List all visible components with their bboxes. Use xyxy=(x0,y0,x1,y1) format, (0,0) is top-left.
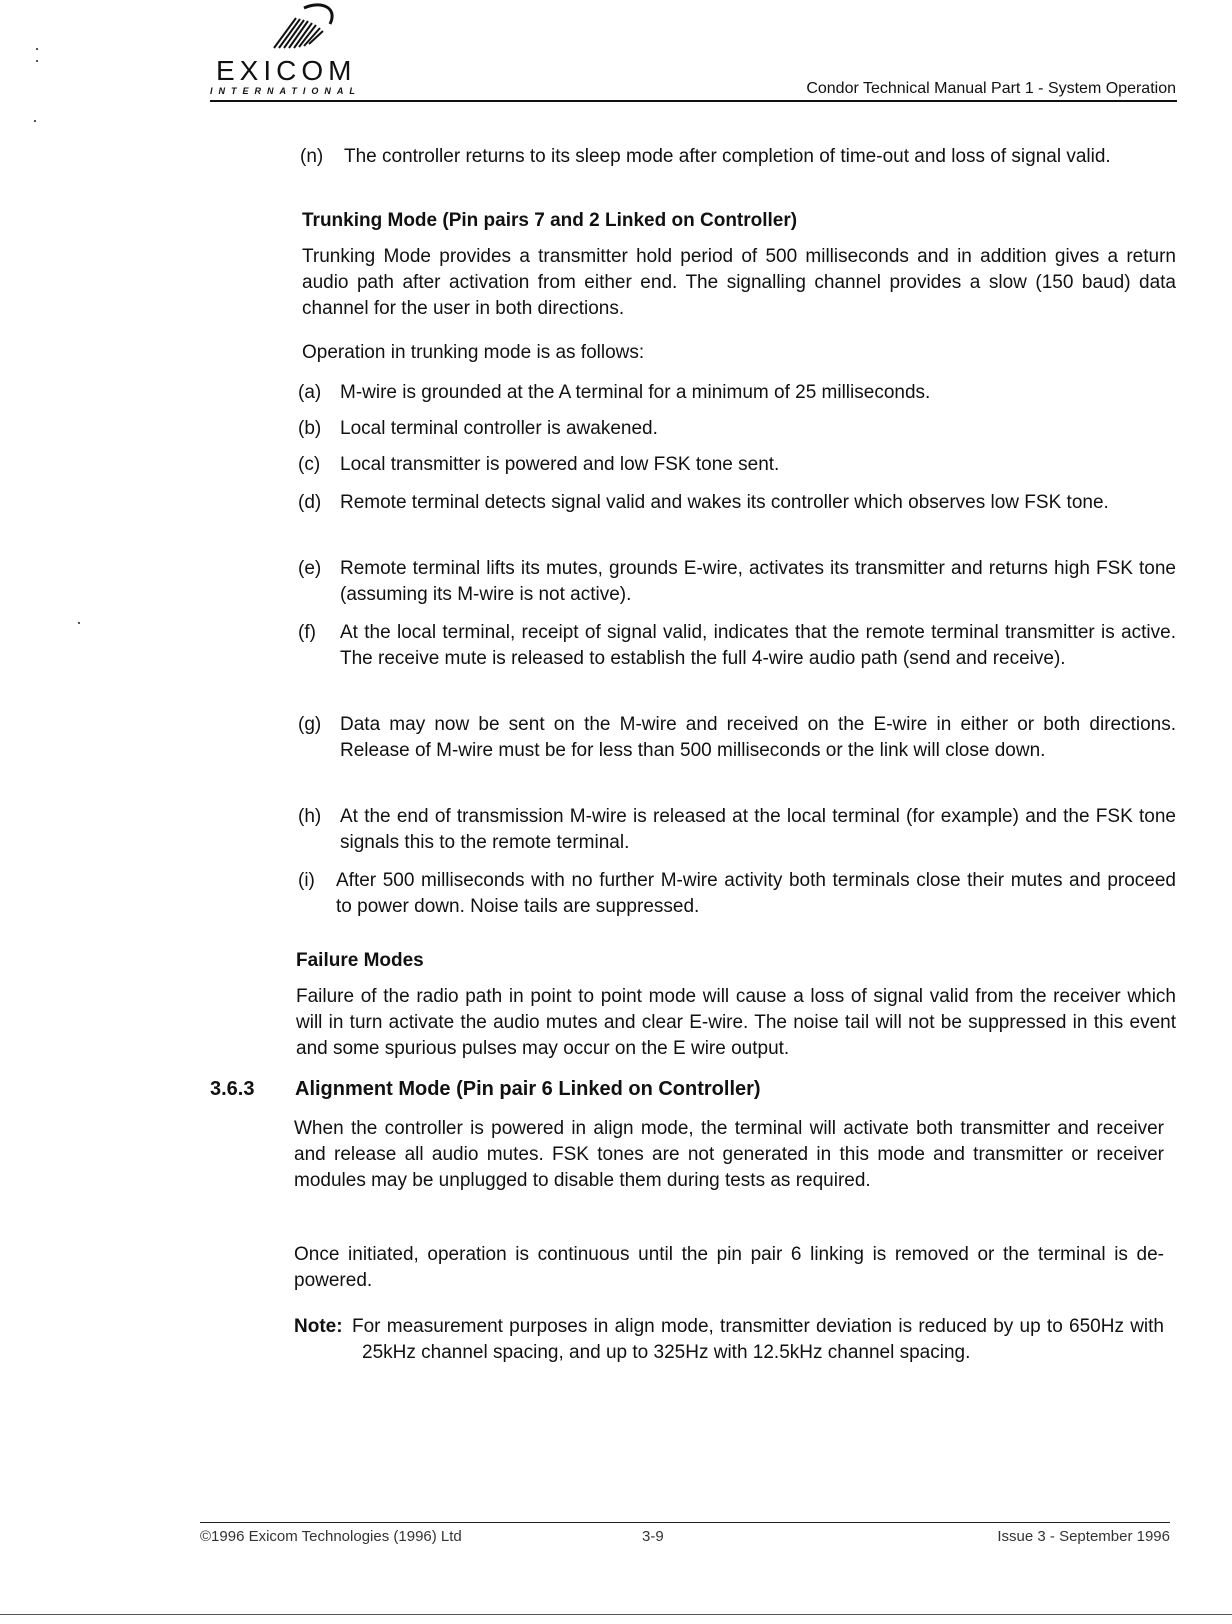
list-item xyxy=(298,556,1176,608)
trunking-heading: Trunking Mode (Pin pairs 7 and 2 Linked on Controller) xyxy=(302,210,798,231)
section-paragraph: When the controller is powered in align mode, the terminal will activate both transmitter and receiver and release all audio mutes. FSK tones are not generated in this mode and transmitter or receiver modules may be unplugged to disable them during tests as required. xyxy=(294,1118,1164,1191)
item-marker: (d) xyxy=(298,492,322,513)
footer-divider xyxy=(200,1522,1170,1523)
item-marker: (h) xyxy=(298,806,322,827)
footer-issue: Issue 3 - September 1996 xyxy=(997,1528,1170,1545)
item-text: Remote terminal detects signal valid and wakes its controller which observes low FSK tone. xyxy=(340,492,1109,513)
header-divider xyxy=(210,100,1177,102)
item-marker: (g) xyxy=(298,714,322,735)
item-text: Local terminal controller is awakened. xyxy=(340,418,658,439)
logo-wordmark: EXICOM xyxy=(216,55,357,86)
item-marker: (i) xyxy=(298,870,315,891)
list-item xyxy=(298,620,1176,672)
list-item xyxy=(298,712,1176,764)
item-text: The controller returns to its sleep mode after completion of time-out and loss of signal valid. xyxy=(344,146,1111,167)
item-marker: (n) xyxy=(300,146,324,167)
item-text: At the local terminal, receipt of signal valid, indicates that the remote terminal transmitter is active. The receive mute is released to establish the full 4-wire audio path (send and receive). xyxy=(340,622,1176,669)
list-item xyxy=(298,804,1176,856)
item-marker: (e) xyxy=(298,558,322,579)
exicom-logo-mark xyxy=(252,2,362,54)
item-marker: (b) xyxy=(298,418,322,439)
item-text: Data may now be sent on the M-wire and received on the E-wire in either or both directions. Release of M-wire must be for less than 500 milliseconds or the link will close down. xyxy=(340,714,1176,761)
scan-speck xyxy=(78,622,80,624)
list-item xyxy=(298,868,1176,920)
section-number: 3.6.3 xyxy=(210,1078,255,1100)
footer-copyright: ©1996 Exicom Technologies (1996) Ltd xyxy=(200,1528,462,1545)
scan-speck xyxy=(36,60,38,62)
item-text: M-wire is grounded at the A terminal for a minimum of 25 milliseconds. xyxy=(340,382,931,403)
list-item xyxy=(298,452,1176,478)
item-text: At the end of transmission M-wire is released at the local terminal (for example) and the FSK tone signals this to the remote terminal. xyxy=(340,806,1176,853)
page-number: 3-9 xyxy=(642,1528,664,1545)
list-item xyxy=(298,416,1176,442)
note-label: Note: xyxy=(294,1316,343,1337)
item-marker: (a) xyxy=(298,382,322,403)
scan-speck xyxy=(36,48,38,50)
item-marker: (c) xyxy=(298,454,321,475)
failure-heading: Failure Modes xyxy=(296,950,424,971)
item-marker: (f) xyxy=(298,622,316,643)
failure-text: Failure of the radio path in point to point mode will cause a loss of signal valid from the receiver which will in turn activate the audio mutes and clear E-wire. The noise tail will not be suppressed in this event and some spurious pulses may occur on the E wire output. xyxy=(296,986,1176,1059)
item-text: Local transmitter is powered and low FSK tone sent. xyxy=(340,454,780,475)
item-text: After 500 milliseconds with no further M-wire activity both terminals close their mutes and proceed to power down. Noise tails are suppressed. xyxy=(336,870,1176,917)
trunking-intro: Trunking Mode provides a transmitter hold period of 500 milliseconds and in addition gives a return audio path after activation from either end. The signalling channel provides a slow (150 baud) data channel for the user in both directions. xyxy=(302,246,1176,319)
section-title: Alignment Mode (Pin pair 6 Linked on Controller) xyxy=(295,1078,761,1100)
logo-subtext: INTERNATIONAL xyxy=(210,86,361,96)
scan-speck xyxy=(34,120,36,122)
item-text: Remote terminal lifts its mutes, grounds E-wire, activates its transmitter and returns high FSK tone (assuming its M-wire is not active). xyxy=(340,558,1176,605)
manual-title: Condor Technical Manual Part 1 - System Operation xyxy=(806,80,1176,97)
note-text: For measurement purposes in align mode, transmitter deviation is reduced by up to 650Hz with 25kHz channel spacing, and up to 325Hz with 12.5kHz channel spacing. xyxy=(352,1316,1164,1363)
scan-edge-line xyxy=(0,1614,1232,1615)
list-item xyxy=(298,380,1176,406)
list-item xyxy=(298,490,1176,516)
list-item xyxy=(300,144,1176,170)
trunking-lead: Operation in trunking mode is as follows: xyxy=(302,342,645,363)
section-paragraph: Once initiated, operation is continuous until the pin pair 6 linking is removed or the terminal is de-powered. xyxy=(294,1244,1164,1291)
